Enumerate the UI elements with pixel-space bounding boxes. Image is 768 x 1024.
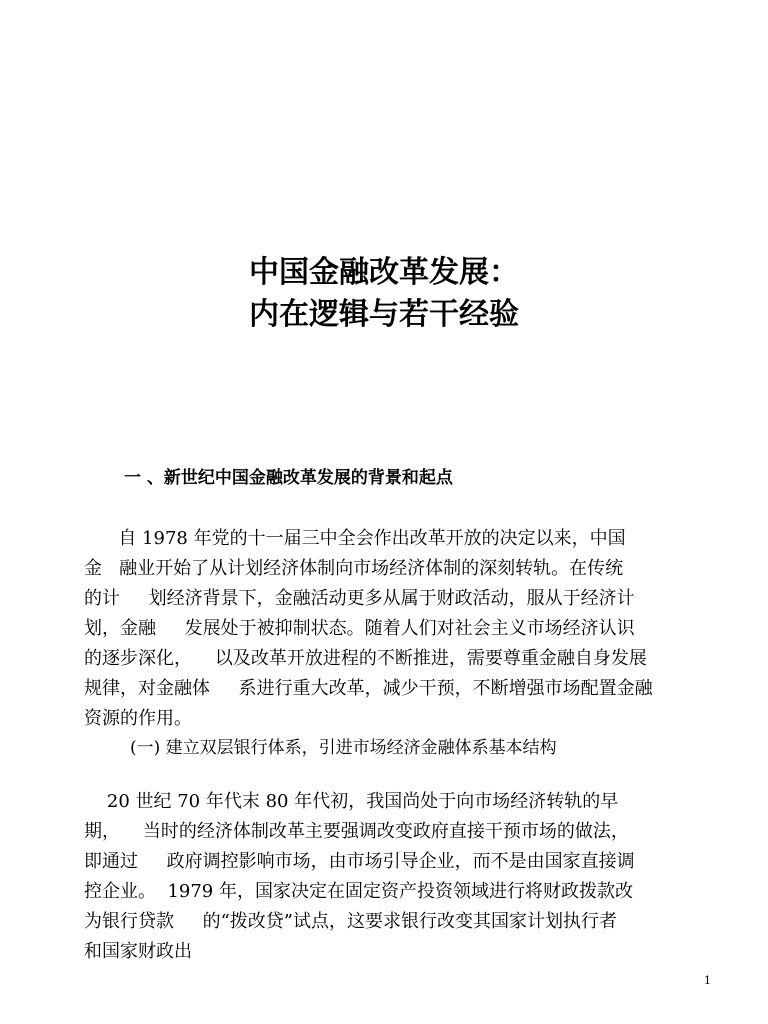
paragraph-line: 即通过 政府调控影响市场，由市场引导企业，而不是由国家直接调 <box>84 851 635 872</box>
paragraph-line: 为银行贷款 的“拨改贷”试点，这要求银行改变其国家计划执行者 <box>84 911 618 932</box>
document-title-line-2: 内在逻辑与若干经验 <box>249 297 519 332</box>
paragraph-line: 控企业。 1979 年，国家决定在固定资产投资领域进行将财政拨款改 <box>84 881 633 902</box>
paragraph-line: 自 1978 年党的十一届三中全会作出改革开放的决定以来，中国 <box>84 528 626 549</box>
paragraph-line: 和国家财政出 <box>84 941 192 962</box>
paragraph-line: 的逐步深化， 以及改革开放进程的不断推进，需要尊重金融自身发展 <box>84 648 647 669</box>
page-number: 1 <box>704 974 711 987</box>
section-heading: 一 、新世纪中国金融改革发展的背景和起点 <box>124 468 453 488</box>
paragraph-line: 划，金融 发展处于被抑制状态。随着人们对社会主义市场经济认识 <box>84 618 635 639</box>
paragraph-line: 20 世纪 70 年代末 80 年代初，我国尚处于向市场经济转轨的早 <box>84 791 619 812</box>
paragraph-line: 资源的作用。 <box>84 708 192 729</box>
subsection-heading: (一) 建立双层银行体系，引进市场经济金融体系基本结构 <box>130 738 557 758</box>
paragraph-line: 金 融业开始了从计划经济体制向市场经济体制的深刻转轨。在传统 <box>84 558 624 579</box>
paragraph-line: 的计 划经济背景下，金融活动更多从属于财政活动，服从于经济计 <box>84 588 635 609</box>
document-title-line-1: 中国金融改革发展： <box>249 255 519 290</box>
paragraph-line: 期， 当时的经济体制改革主要强调改变政府直接干预市场的做法， <box>84 821 629 842</box>
paragraph-line: 规律，对金融体 系进行重大改革，减少干预，不断增强市场配置金融 <box>84 678 653 699</box>
